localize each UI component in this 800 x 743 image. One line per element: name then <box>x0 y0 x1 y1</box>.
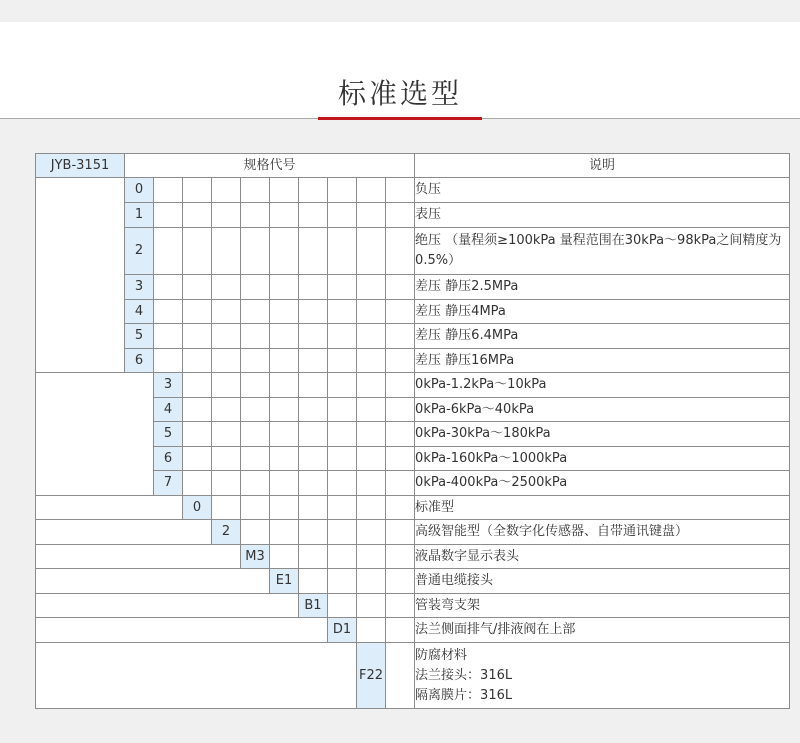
material-code: F22 <box>357 643 386 709</box>
table-row <box>36 178 790 203</box>
table-row <box>36 275 790 300</box>
empty-cell <box>36 373 154 496</box>
empty-cell <box>36 643 357 709</box>
table-row <box>36 228 790 275</box>
option-code: M3 <box>241 545 270 569</box>
option-desc: 法兰侧面排气/排液阀在上部 <box>415 618 790 643</box>
pressure-type-code: 6 <box>125 349 154 373</box>
pressure-type-code: 5 <box>125 324 154 349</box>
range-desc: 0kPa-160kPa～1000kPa <box>415 447 790 471</box>
pressure-type-code: 1 <box>125 203 154 228</box>
range-desc: 0kPa-1.2kPa～10kPa <box>415 373 790 398</box>
spec-selection-table <box>35 153 790 709</box>
range-code: 6 <box>154 447 183 471</box>
range-code: 4 <box>154 398 183 422</box>
pressure-type-desc: 差压 静压16MPa <box>415 349 790 373</box>
table-row <box>36 569 790 594</box>
table-row <box>36 300 790 324</box>
pressure-type-desc: 差压 静压4MPa <box>415 300 790 324</box>
table-row <box>36 349 790 373</box>
table-row <box>36 594 790 618</box>
range-code: 7 <box>154 471 183 496</box>
range-desc: 0kPa-6kPa～40kPa <box>415 398 790 422</box>
pressure-type-desc: 绝压 （量程须≥100kPa 量程范围在30kPa～98kPa之间精度为0.5%） <box>415 228 790 275</box>
empty-cell <box>36 496 183 520</box>
table-row <box>36 643 790 709</box>
pressure-type-code: 3 <box>125 275 154 300</box>
empty-cell <box>36 618 328 643</box>
option-desc: 管装弯支架 <box>415 594 790 618</box>
table-row <box>36 203 790 228</box>
option-code: E1 <box>270 569 299 594</box>
empty-cell <box>36 520 212 545</box>
table-row <box>36 373 790 398</box>
material-desc-line: 法兰接头：316L <box>415 667 513 683</box>
pressure-type-desc: 差压 静压6.4MPa <box>415 324 790 349</box>
range-desc: 0kPa-30kPa～180kPa <box>415 422 790 447</box>
material-desc-line: 隔离膜片：316L <box>415 687 513 703</box>
range-desc: 0kPa-400kPa～2500kPa <box>415 471 790 496</box>
table-row <box>36 496 790 520</box>
empty-cell <box>386 643 415 709</box>
pressure-type-desc: 表压 <box>415 203 790 228</box>
range-code: 3 <box>154 373 183 398</box>
pressure-type-code: 0 <box>125 178 154 203</box>
title-accent-bar <box>318 117 482 120</box>
table-row <box>36 520 790 545</box>
pressure-type-code: 2 <box>125 228 154 275</box>
option-code: 0 <box>183 496 212 520</box>
table-row <box>36 545 790 569</box>
option-code: D1 <box>328 618 357 643</box>
empty-cell <box>36 594 299 618</box>
option-desc: 标准型 <box>415 496 790 520</box>
page-title: 标准选型 <box>337 77 462 110</box>
top-band <box>0 0 800 22</box>
description-header: 说明 <box>415 154 790 178</box>
material-desc-line: 防腐材料 <box>415 647 468 663</box>
option-code: B1 <box>299 594 328 618</box>
pressure-type-desc: 差压 静压2.5MPa <box>415 275 790 300</box>
material-desc <box>415 643 790 709</box>
table-row <box>36 618 790 643</box>
range-code: 5 <box>154 422 183 447</box>
pressure-type-code: 4 <box>125 300 154 324</box>
header-row <box>36 154 790 178</box>
empty-cell <box>36 569 270 594</box>
pressure-type-desc: 负压 <box>415 178 790 203</box>
empty-cell <box>36 545 241 569</box>
empty-cell <box>36 178 125 373</box>
spec-code-header: 规格代号 <box>125 154 415 178</box>
option-desc: 液晶数字显示表头 <box>415 545 790 569</box>
option-desc: 高级智能型（全数字化传感器、自带通讯键盘） <box>415 520 790 545</box>
model-label: JYB-3151 <box>36 154 125 178</box>
option-desc: 普通电缆接头 <box>415 569 790 594</box>
option-code: 2 <box>212 520 241 545</box>
table-row <box>36 324 790 349</box>
